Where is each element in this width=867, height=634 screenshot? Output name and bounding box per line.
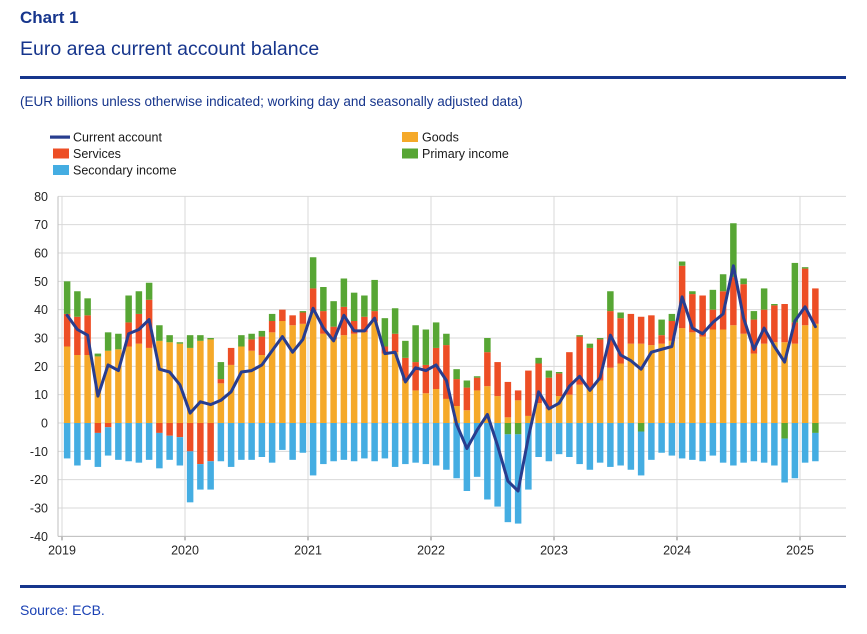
bar-segment [740, 423, 747, 463]
bar-segment [515, 423, 522, 434]
bar-segment [197, 464, 204, 489]
bar-segment [392, 334, 399, 352]
bar-segment [95, 433, 102, 467]
bar-segment [792, 263, 799, 322]
bar-segment [136, 423, 143, 463]
bar-segment [351, 293, 358, 321]
bar-segment [617, 364, 624, 423]
legend-item-goods [402, 131, 459, 145]
bar-segment [105, 332, 112, 350]
y-axis-label: 30 [34, 331, 48, 346]
source-divider [20, 585, 846, 588]
bar-segment [156, 433, 163, 468]
legend-line-swatch [50, 136, 70, 139]
x-axis-label: 2025 [786, 543, 814, 558]
y-axis-label: -40 [29, 529, 48, 544]
chart-number-label: Chart 1 [20, 8, 79, 27]
bar-segment [658, 344, 665, 423]
bar-segment [771, 305, 778, 342]
legend-label: Current account [73, 130, 162, 145]
bar-segment [628, 423, 635, 470]
bar-segment [197, 423, 204, 464]
bar-segment [802, 267, 809, 268]
bar-segment [115, 334, 122, 350]
bar-segment [361, 296, 368, 317]
bar-segment [751, 423, 758, 461]
bar-segment [812, 423, 819, 433]
bar-segment [177, 437, 184, 465]
bar-segment [197, 335, 204, 341]
bar-segment [669, 341, 676, 423]
bar-segment [238, 423, 245, 460]
y-axis-label: -10 [29, 444, 48, 459]
bar-segment [464, 423, 471, 491]
bar-segment [710, 290, 717, 310]
bar-segment [279, 423, 286, 450]
bar-segment [453, 379, 460, 406]
bar-segment [187, 335, 194, 348]
bar-segment [792, 423, 799, 478]
bar-segment [310, 311, 317, 423]
bar-segment [556, 372, 563, 373]
bar-segment [710, 330, 717, 423]
bar-segment [341, 279, 348, 307]
bar-segment [248, 423, 255, 460]
bar-segment [484, 338, 491, 352]
bar-segment [361, 332, 368, 423]
y-axis-label: 20 [34, 359, 48, 374]
bar-segment [351, 334, 358, 423]
bar-segment [136, 344, 143, 423]
bar-segment [761, 344, 768, 423]
bar-segment [535, 358, 542, 364]
bar-segment [474, 376, 481, 377]
bar-segment [597, 423, 604, 463]
bar-segment [392, 423, 399, 467]
bar-segment [812, 433, 819, 461]
bar-segment [464, 381, 471, 388]
bar-segment [238, 335, 245, 346]
bar-segment [84, 423, 91, 460]
bar-segment [412, 390, 419, 423]
bar-segment [648, 315, 655, 345]
bar-segment [484, 352, 491, 386]
bar-segment [566, 395, 573, 423]
bar-segment [371, 280, 378, 311]
bar-segment [607, 291, 614, 311]
bar-segment [259, 337, 266, 355]
bar-segment [207, 461, 214, 489]
bar-segment [125, 347, 132, 423]
bar-segment [607, 423, 614, 467]
y-axis-label: 50 [34, 274, 48, 289]
bar-segment [505, 417, 512, 423]
bar-segment [269, 314, 276, 321]
bar-segment [515, 400, 522, 423]
bar-segment [689, 332, 696, 423]
bar-segment [166, 436, 173, 460]
legend-swatch [53, 149, 69, 159]
bar-segment [248, 339, 255, 350]
bar-segment [136, 291, 143, 314]
bar-segment [464, 388, 471, 411]
bar-segment [74, 423, 81, 465]
bar-segment [423, 423, 430, 464]
bar-segment [146, 283, 153, 300]
bar-segment [792, 344, 799, 423]
bar-segment [720, 330, 727, 423]
bar-segment [658, 335, 665, 343]
bar-segment [300, 423, 307, 453]
bar-segment [320, 287, 327, 311]
bar-segment [505, 382, 512, 417]
title-divider [20, 76, 846, 79]
bar-segment [289, 325, 296, 423]
bar-segment [628, 344, 635, 423]
bar-segment [628, 314, 635, 344]
bar-segment [402, 381, 409, 423]
y-axis-label: -20 [29, 473, 48, 488]
bar-segment [341, 335, 348, 423]
legend-item-primary-income [402, 147, 509, 161]
bar-segment [382, 354, 389, 423]
bar-segment [207, 423, 214, 461]
y-axis-label: 0 [41, 416, 48, 431]
bar-segment [740, 279, 747, 285]
bar-segment [228, 423, 235, 467]
bar-segment [658, 423, 665, 453]
y-axis-label: 70 [34, 218, 48, 233]
bar-segment [187, 423, 194, 451]
bar-segment [617, 423, 624, 465]
bar-segment [730, 423, 737, 465]
bar-segment [638, 423, 645, 431]
bar-segment [289, 315, 296, 325]
bar-segment [443, 399, 450, 423]
bar-segment [515, 390, 522, 400]
bar-segment [761, 423, 768, 463]
bar-segment [576, 335, 583, 336]
bar-segment [781, 423, 788, 439]
bar-segment [74, 317, 81, 355]
x-axis-label: 2020 [171, 543, 199, 558]
bar-segment [669, 423, 676, 456]
bar-segment [64, 347, 71, 423]
bar-segment [505, 423, 512, 434]
bar-segment [669, 314, 676, 321]
legend-item-current-account [50, 131, 162, 145]
legend-swatch [53, 165, 69, 175]
x-axis-label: 2024 [663, 543, 691, 558]
bar-segment [546, 409, 553, 423]
bar-segment [156, 325, 163, 341]
bar-segment [679, 262, 686, 266]
bar-segment [320, 423, 327, 464]
bar-segment [556, 423, 563, 454]
y-axis-label: 80 [34, 189, 48, 204]
bar-segment [720, 274, 727, 291]
bar-segment [74, 291, 81, 316]
bar-segment [423, 330, 430, 365]
bar-segment [64, 423, 71, 458]
bar-segment [95, 354, 102, 357]
bar-segment [484, 423, 491, 499]
bar-segment [689, 291, 696, 294]
bar-segment [464, 410, 471, 423]
bar-segment [494, 396, 501, 423]
bar-segment [330, 301, 337, 326]
bar-segment [658, 320, 665, 336]
bar-segment [238, 347, 245, 423]
bar-segment [218, 383, 225, 423]
bar-segment [597, 338, 604, 339]
legend-label: Goods [422, 130, 459, 145]
y-axis-label: -30 [29, 501, 48, 516]
bar-segment [412, 325, 419, 362]
bar-segment [310, 423, 317, 475]
bar-segment [146, 423, 153, 460]
bar-segment [166, 335, 173, 342]
chart-svg [0, 118, 867, 580]
bar-segment [105, 351, 112, 423]
bar-segment [218, 423, 225, 461]
bar-segment [781, 304, 788, 342]
bar-segment [638, 431, 645, 475]
bar-segment [382, 423, 389, 458]
bar-segment [412, 423, 419, 463]
bar-segment [218, 362, 225, 379]
bar-segment [597, 381, 604, 423]
bar-segment [638, 344, 645, 423]
bar-segment [228, 348, 235, 365]
bar-segment [566, 423, 573, 457]
y-axis-label: 60 [34, 246, 48, 261]
bar-segment [320, 334, 327, 423]
bar-segment [248, 334, 255, 340]
bar-segment [166, 423, 173, 436]
bar-segment [535, 423, 542, 457]
bar-segment [125, 296, 132, 323]
bar-segment [453, 369, 460, 379]
chart-subtitle: (EUR billions unless otherwise indicated; working day and seasonally adjusted data) [20, 94, 523, 109]
bar-segment [433, 389, 440, 423]
bar-segment [576, 423, 583, 464]
bar-segment [259, 423, 266, 457]
legend-label: Primary income [422, 147, 509, 161]
bar-segment [361, 423, 368, 458]
bar-segment [177, 423, 184, 437]
bar-segment [607, 368, 614, 423]
bar-segment [207, 339, 214, 423]
bar-segment [443, 334, 450, 345]
bar-segment [771, 304, 778, 305]
bar-segment [310, 257, 317, 288]
legend-item-services [53, 147, 121, 161]
bar-segment [648, 423, 655, 460]
bar-segment [259, 331, 266, 337]
bar-segment [84, 355, 91, 423]
x-axis-label: 2021 [294, 543, 322, 558]
bar-segment [105, 427, 112, 455]
y-axis-label: 40 [34, 303, 48, 318]
bar-segment [177, 342, 184, 343]
bar-segment [248, 351, 255, 423]
x-axis-label: 2022 [417, 543, 445, 558]
bar-segment [156, 423, 163, 433]
bar-segment [269, 321, 276, 332]
bar-segment [556, 373, 563, 396]
bar-segment [279, 310, 286, 321]
bar-segment [494, 362, 501, 396]
bar-segment [679, 423, 686, 458]
bar-segment [207, 338, 214, 339]
bar-segment [720, 423, 727, 463]
bar-segment [197, 341, 204, 423]
bar-segment [546, 371, 553, 378]
x-axis-label: 2019 [48, 543, 76, 558]
bar-segment [587, 423, 594, 470]
bar-segment [433, 322, 440, 347]
bar-segment [187, 451, 194, 502]
bar-segment [371, 423, 378, 461]
bar-segment [802, 269, 809, 326]
bar-segment [617, 313, 624, 319]
bar-segment [166, 342, 173, 423]
bar-segment [351, 423, 358, 461]
bar-segment [802, 423, 809, 463]
bar-segment [64, 281, 71, 314]
legend-item-secondary-income [53, 164, 177, 178]
page-title: Euro area current account balance [20, 38, 320, 60]
bar-segment [679, 328, 686, 423]
bar-segment [371, 321, 378, 423]
bar-segment [761, 288, 768, 309]
bar-segment [587, 348, 594, 389]
bar-segment [402, 423, 409, 464]
y-axis-label: 10 [34, 388, 48, 403]
bar-segment [443, 423, 450, 470]
bar-segment [330, 423, 337, 461]
bar-segment [751, 354, 758, 423]
x-axis-label: 2023 [540, 543, 568, 558]
bar-segment [587, 344, 594, 348]
legend-swatch [402, 132, 418, 142]
bar-segment [474, 390, 481, 423]
bar-segment [751, 311, 758, 319]
bar-segment [269, 423, 276, 463]
bar-segment [771, 423, 778, 465]
bar-segment [576, 385, 583, 423]
legend-label: Secondary income [73, 163, 177, 178]
bar-segment [146, 348, 153, 423]
bar-segment [689, 423, 696, 460]
bar-segment [802, 325, 809, 423]
bar-segment [95, 423, 102, 433]
bar-segment [300, 311, 307, 312]
bar-segment [525, 371, 532, 416]
bar-segment [781, 439, 788, 483]
bar-segment [699, 423, 706, 461]
bar-segment [402, 341, 409, 358]
bar-segment [105, 423, 112, 427]
legend-swatch [402, 149, 418, 159]
bar-segment [341, 423, 348, 460]
bar-segment [218, 379, 225, 383]
bar-segment [740, 334, 747, 423]
bar-segment [392, 308, 399, 333]
bar-segment [638, 317, 645, 344]
bar-segment [125, 423, 132, 461]
bar-segment [812, 324, 819, 423]
bar-segment [300, 313, 307, 324]
bar-segment [699, 337, 706, 423]
bar-segment [115, 423, 122, 460]
bar-segment [730, 325, 737, 423]
bar-segment [546, 423, 553, 461]
bar-segment [433, 423, 440, 465]
bar-segment [710, 423, 717, 456]
bar-segment [84, 298, 91, 315]
bar-segment [812, 288, 819, 323]
bar-segment [771, 342, 778, 423]
bar-segment [423, 393, 430, 423]
bar-segment [474, 378, 481, 391]
legend-label: Services [73, 147, 121, 161]
bar-segment [587, 389, 594, 423]
source-text: Source: ECB. [20, 602, 105, 618]
bar-segment [330, 339, 337, 423]
bar-segment [289, 423, 296, 460]
bar-segment [74, 355, 81, 423]
